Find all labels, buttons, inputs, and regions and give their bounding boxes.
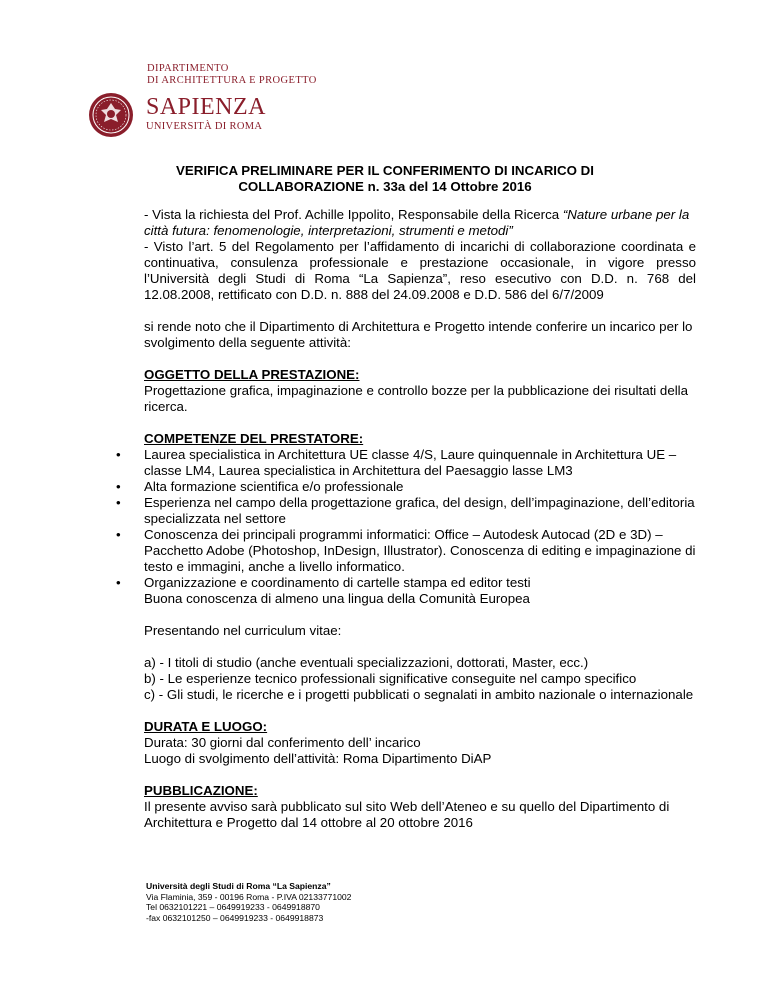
curriculum-item-a: a) - I titoli di studio (anche eventuali specializzazioni, dottorati, Master, ecc.) — [144, 655, 589, 670]
competenze-item: • Laurea specialistica in Architettura UE classe 4/S, Laure quinquennale in Architettura UE – classe LM4, Laurea specialistica in Architettura del Paesaggio lasse LM3 — [116, 447, 677, 478]
competenze-item-text: Esperienza nel campo della progettazione grafica, del design, dell’impaginazione, dell’editoria specializzata nel settore — [144, 495, 695, 526]
footer-address-line: Via Flaminia, 359 - 00196 Roma - P.IVA 02133771002 — [146, 891, 352, 902]
curriculum-item-b: b) - Le esperienze tecnico professionali significative conseguite nel campo specifico — [144, 671, 637, 686]
research-title: “Nature urbane per la città futura: fenomenologie, interpretazioni, strumenti e metodi” — [144, 207, 690, 238]
competenze-item-text: Alta formazione scientifica e/o professionale — [144, 479, 404, 494]
intro-paragraph-2: - Visto l’art. 5 del Regolamento per l’affidamento di incarichi di collaborazione coordinata e continuativa, consulenza professionale e prestazione occasionale, in vigore presso l’Università degli Studi di Roma “La Sapienza”, reso esecutivo con D.D. n. 768 del 12.08.2008, rettificato con D.D. n. 888 del 24.09.2008 e D.D. 586 del 6/7/2009 — [144, 239, 696, 302]
university-logo — [146, 94, 266, 133]
footer-fax-line: -fax 0632101250 – 0649919233 - 0649918873 — [146, 912, 324, 923]
pubblicazione-text: Il presente avviso sarà pubblicato sul sito Web dell’Ateneo e su quello del Dipartimento di Architettura e Progetto dal 14 ottobre al 20 ottobre 2016 — [144, 799, 670, 830]
competenze-heading: COMPETENZE DEL PRESTATORE: — [144, 431, 364, 446]
curriculum-item-c: c) - Gli studi, le ricerche e i progetti pubblicati o segnalati in ambito nazionale o internazionale — [144, 687, 694, 702]
brand-name: SAPIENZA — [146, 94, 267, 120]
competenze-item-text: Laurea specialistica in Architettura UE classe 4/S, Laure quinquennale in Architettura UE – classe LM4, Laurea specialistica in Architettura del Paesaggio lasse LM3 — [144, 447, 677, 478]
competenze-item: • Alta formazione scientifica e/o professionale — [116, 479, 404, 494]
title-line-2: COLLABORAZIONE n. 33a del 14 Ottobre 2016 — [238, 179, 532, 194]
oggetto-text: Progettazione grafica, impaginazione e controllo bozze per la pubblicazione dei risultati della ricerca. — [144, 383, 689, 414]
durata-line-1: Durata: 30 giorni dal conferimento dell’ incarico — [144, 735, 421, 750]
competenze-item: • Organizzazione e coordinamento di cartelle stampa ed editor testi — [116, 575, 531, 590]
oggetto-heading: OGGETTO DELLA PRESTAZIONE: — [144, 367, 360, 382]
university-seal-icon — [88, 92, 134, 138]
curriculum-intro: Presentando nel curriculum vitae: — [144, 623, 342, 638]
footer-university: Università degli Studi di Roma “La Sapienza” — [146, 881, 331, 891]
competenze-item: • Conoscenza dei principali programmi informatici: Office – Autodesk Autocad (2D e 3D) – Pacchetto Adobe (Photoshop, InDesign, Illustrator). Conoscenza di editing e impaginazione di testo e immagini, anche a livello informatico. — [116, 527, 696, 574]
competenze-item-text: Organizzazione e coordinamento di cartelle stampa ed editor testi — [144, 575, 531, 590]
intro-paragraph-1 — [144, 207, 696, 239]
competenze-item-text: Conoscenza dei principali programmi informatici: Office – Autodesk Autocad (2D e 3D) – Pacchetto Adobe (Photoshop, InDesign, Illustrator). Conoscenza di editing e impaginazione di testo e immagini, anche a livello informatico. — [144, 527, 696, 574]
footer-address — [146, 881, 351, 923]
competenze-item: • Esperienza nel campo della progettazione grafica, del design, dell’impaginazione, dell’editoria specializzata nel settore — [116, 495, 695, 526]
durata-line-2: Luogo di svolgimento dell’attività: Roma Dipartimento DiAP — [144, 751, 492, 766]
intro-p1-text: - Vista la richiesta del Prof. Achille Ippolito, Responsabile della Ricerca — [144, 207, 563, 222]
document-title — [150, 163, 620, 195]
department-line-2: DI ARCHITETTURA E PROGETTO — [147, 75, 317, 86]
intro-paragraph-3: si rende noto che il Dipartimento di Architettura e Progetto intende conferire un incarico per lo svolgimento della seguente attività: — [144, 319, 693, 350]
brand-subtitle: UNIVERSITÀ DI ROMA — [146, 121, 263, 132]
title-line-1: VERIFICA PRELIMINARE PER IL CONFERIMENTO DI INCARICO DI — [176, 163, 594, 178]
document-body — [116, 207, 696, 831]
department-line-1: DIPARTIMENTO — [147, 63, 229, 74]
footer-phone-line: Tel 0632101221 – 0649919233 - 0649918870 — [146, 902, 320, 912]
competenze-extra: Buona conoscenza di almeno una lingua della Comunità Europea — [144, 591, 530, 606]
department-header — [147, 63, 317, 87]
durata-heading: DURATA E LUOGO: — [144, 719, 268, 734]
pubblicazione-heading: PUBBLICAZIONE: — [144, 783, 258, 798]
